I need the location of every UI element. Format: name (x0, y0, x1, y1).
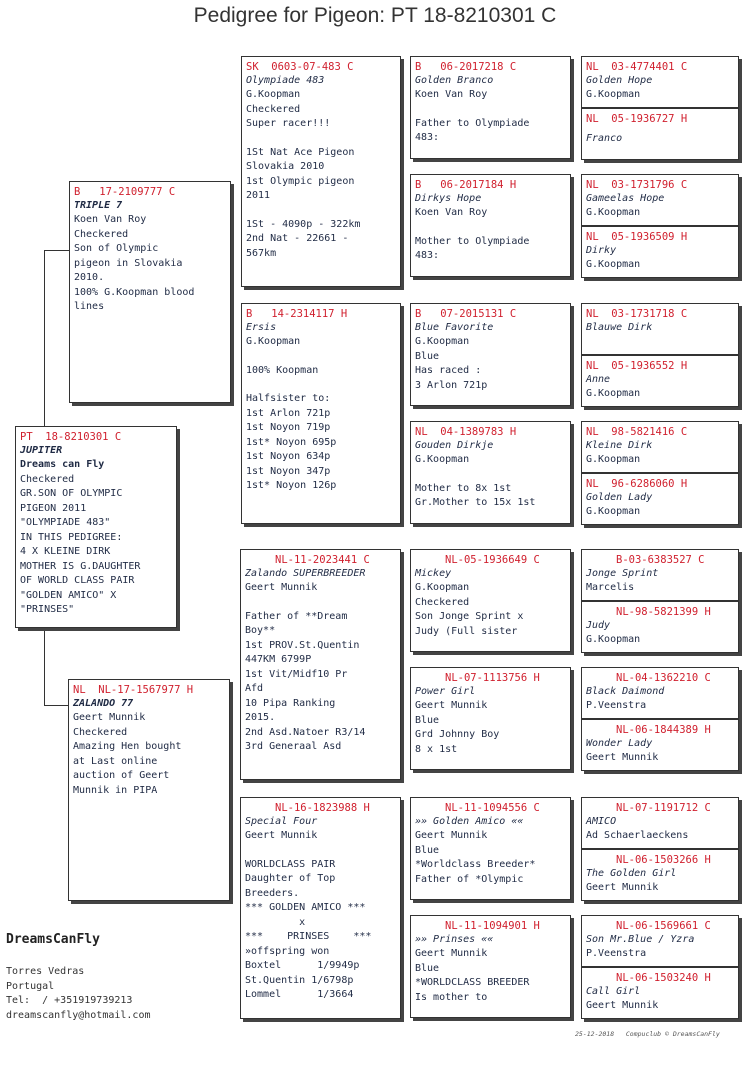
great-great-grandparent-name: Wonder Lady (586, 738, 653, 749)
subject-line: Dreams can Fly (20, 459, 105, 470)
great-great-grandparent-ring: NL-06-1844389 H (616, 724, 711, 736)
great-grandparent-line: Geert Munnik (415, 948, 488, 959)
grandparent-line: Father of **Dream (245, 610, 348, 622)
grandparent-line: »offspring won (245, 945, 330, 957)
great-great-grandparent-name: Kleine Dirk (586, 440, 653, 451)
breeder-name: DreamsCanFly (6, 932, 100, 947)
grandparent-line: St.Quentin 1/6798p (245, 974, 354, 986)
sire-ring: B 17-2109777 C (74, 186, 176, 198)
dam-line: Amazing Hen bought (73, 741, 182, 752)
great-grandparent-line: Blue (415, 714, 440, 726)
great-great-grandparent-line: P.Veenstra (586, 700, 647, 711)
subject-line: "PRINSES" (20, 604, 75, 615)
subject-line: OF WORLD CLASS PAIR (20, 575, 135, 586)
great-grandparent-ring: NL-05-1936649 C (445, 554, 540, 566)
grandparent-line: 1st* Noyon 695p (246, 436, 337, 448)
subject-line: GR.SON OF OLYMPIC (20, 488, 123, 499)
grandparent-line: 2015. (245, 712, 276, 723)
great-great-grandparent-ring: NL 05-1936727 H (586, 113, 688, 125)
grandparent-line: 100% Koopman (246, 364, 319, 376)
great-grandparent-name: Mickey (415, 568, 452, 579)
dam-line: at Last online (73, 755, 158, 767)
great-great-grandparent-card (581, 667, 739, 719)
great-grandparent-line: Gr.Mother to 15x 1st (415, 497, 536, 508)
breeder-city: Torres Vedras (6, 966, 85, 977)
grandparent-line: Daughter of Top (245, 873, 336, 884)
grandparent-ring: B 14-2314117 H (246, 308, 348, 320)
great-great-grandparent-name: Jonge Sprint (586, 568, 659, 579)
subject-ring: PT 18-8210301 C (20, 431, 122, 443)
subject-name: JUPITER (20, 445, 63, 456)
grandparent-ring: NL-11-2023441 C (275, 554, 370, 566)
grandparent-line: 2011 (246, 190, 271, 201)
great-great-grandparent-line: P.Veenstra (586, 948, 647, 959)
great-great-grandparent-name: Call Girl (586, 986, 641, 997)
grandparent-line: 2nd Nat - 22661 - (246, 233, 349, 244)
great-great-grandparent-name: Golden Lady (586, 492, 653, 503)
sire-line: 2010. (74, 272, 105, 283)
grandparent-line: *** PRINSES *** (245, 931, 372, 942)
great-grandparent-ring: B 06-2017218 C (415, 61, 517, 73)
great-great-grandparent-name: Golden Hope (586, 75, 653, 86)
breeder-phone: Tel: / +351919739213 (6, 995, 133, 1006)
footer-credit: 25-12-2018 Compuclub © DreamsCanFly (575, 1030, 720, 1038)
great-grandparent-card (410, 549, 571, 652)
great-grandparent-line: Has raced : (415, 365, 482, 376)
great-grandparent-name: Dirkys Hope (415, 193, 482, 204)
grandparent-line: 2nd Asd.Natoer R3/14 (245, 726, 366, 738)
great-great-grandparent-ring: NL 96-6286060 H (586, 478, 688, 490)
grandparent-line: x (245, 916, 306, 928)
great-grandparent-name: Gouden Dirkje (415, 440, 494, 451)
great-great-grandparent-line: G.Koopman (586, 388, 641, 399)
connector-line (44, 250, 45, 428)
great-great-grandparent-ring: NL-06-1503266 H (616, 854, 711, 866)
great-great-grandparent-ring: NL 05-1936509 H (586, 231, 688, 243)
grandparent-line: Boxtel 1/9949p (245, 960, 360, 971)
great-great-grandparent-line: Geert Munnik (586, 752, 659, 763)
grandparent-card (241, 56, 401, 287)
grandparent-line: WORLDCLASS PAIR (245, 858, 336, 870)
breeder-email[interactable]: dreamscanfly@hotmail.com (6, 1010, 151, 1021)
connector-line (44, 627, 45, 705)
great-great-grandparent-ring: NL 03-1731718 C (586, 308, 688, 320)
grandparent-line: 1st Arlon 721p (246, 407, 331, 419)
grandparent-line: 3rd Generaal Asd (245, 741, 342, 752)
dam-name: ZALANDO 77 (73, 698, 134, 709)
sire-name: TRIPLE 7 (74, 200, 123, 211)
great-great-grandparent-ring: NL 03-1731796 C (586, 179, 688, 191)
great-grandparent-line: Judy (Full sister (415, 625, 518, 637)
grandparent-line: Afd (245, 683, 264, 694)
great-grandparent-name: »» Prinses «« (415, 934, 494, 945)
great-grandparent-line: Father of *Olympic (415, 873, 524, 885)
great-great-grandparent-card (581, 915, 739, 967)
great-great-grandparent-name: Son Mr.Blue / Yzra (586, 934, 695, 945)
sire-line: Son of Olympic (74, 243, 159, 254)
great-grandparent-line: 8 x 1st (415, 743, 458, 755)
subject-line: Checkered (20, 473, 75, 485)
grandparent-line: Super racer!!! (246, 118, 331, 129)
grandparent-card (240, 797, 401, 1019)
subject-line: IN THIS PEDIGREE: (20, 531, 123, 543)
grandparent-line: 447KM 6799P (245, 654, 312, 665)
dam-card (68, 679, 230, 901)
great-great-grandparent-ring: NL 05-1936552 H (586, 360, 688, 372)
great-great-grandparent-line: Geert Munnik (586, 1000, 659, 1011)
grandparent-line: 1St Nat Ace Pigeon (246, 146, 355, 158)
great-grandparent-line: *Worldclass Breeder* (415, 859, 536, 870)
great-great-grandparent-name: AMICO (586, 816, 617, 827)
grandparent-line: Slovakia 2010 (246, 161, 325, 172)
great-great-grandparent-line: Marcelis (586, 582, 635, 593)
great-grandparent-line: Geert Munnik (415, 700, 488, 711)
great-great-grandparent-card (581, 56, 739, 108)
great-grandparent-line: G.Koopman (415, 336, 470, 347)
grandparent-name: Ersis (246, 322, 277, 333)
great-grandparent-line: Mother to Olympiade (415, 235, 530, 247)
grandparent-name: Zalando SUPERBREEDER (245, 568, 366, 579)
grandparent-ring: NL-16-1823988 H (275, 802, 370, 814)
sire-line: lines (74, 301, 105, 312)
grandparent-line: 1st Vit/Midf10 Pr (245, 668, 348, 680)
grandparent-line: 1st* Noyon 126p (246, 480, 337, 491)
sire-line: pigeon in Slovakia (74, 257, 183, 269)
dam-line: Checkered (73, 726, 128, 738)
grandparent-line: Checkered (246, 103, 301, 115)
grandparent-line: 1st PROV.St.Quentin (245, 639, 360, 651)
subject-line: "GOLDEN AMICO" X (20, 589, 117, 601)
grandparent-line: 1st Noyon 719p (246, 422, 331, 433)
grandparent-line: Halfsister to: (246, 393, 331, 404)
great-grandparent-line: G.Koopman (415, 582, 470, 593)
great-great-grandparent-card (581, 797, 739, 849)
great-grandparent-line: 483: (415, 132, 440, 143)
great-grandparent-line: Blue (415, 962, 440, 974)
great-grandparent-line: 3 Arlon 721p (415, 379, 488, 391)
great-grandparent-line: *WORLDCLASS BREEDER (415, 977, 530, 988)
grandparent-line: Geert Munnik (245, 582, 318, 593)
great-grandparent-line: Koen Van Roy (415, 207, 488, 218)
great-great-grandparent-line: Ad Schaerlaeckens (586, 830, 689, 841)
great-great-grandparent-card (581, 226, 739, 278)
great-great-grandparent-card (581, 601, 739, 653)
connector-line (44, 250, 70, 251)
sire-card (69, 181, 231, 403)
sire-line: 100% G.Koopman blood (74, 286, 195, 298)
great-great-grandparent-ring: B-03-6383527 C (616, 554, 705, 566)
great-grandparent-card (410, 174, 571, 277)
great-great-grandparent-line: G.Koopman (586, 634, 641, 645)
grandparent-line: Boy** (245, 625, 276, 636)
great-grandparent-line: Blue (415, 350, 440, 362)
great-grandparent-line: Checkered (415, 596, 470, 608)
grandparent-line: G.Koopman (246, 89, 301, 100)
sire-line: Koen Van Roy (74, 214, 147, 225)
great-great-grandparent-line: G.Koopman (586, 259, 641, 270)
great-grandparent-card (410, 915, 571, 1018)
great-grandparent-ring: NL-07-1113756 H (445, 672, 540, 684)
great-great-grandparent-line: G.Koopman (586, 89, 641, 100)
grandparent-ring: SK 0603-07-483 C (246, 61, 354, 73)
breeder-country: Portugal (6, 981, 55, 992)
great-grandparent-ring: NL 04-1389783 H (415, 426, 517, 438)
great-great-grandparent-card (581, 355, 739, 407)
grandparent-line: 10 Pipa Ranking (245, 697, 336, 709)
great-great-grandparent-card (581, 849, 739, 901)
great-grandparent-card (410, 303, 571, 406)
subject-line: MOTHER IS G.DAUGHTER (20, 560, 141, 572)
great-great-grandparent-name: Black Daimond (586, 686, 665, 697)
great-grandparent-name: Golden Branco (415, 75, 494, 86)
great-grandparent-ring: NL-11-1094556 C (445, 802, 540, 814)
great-grandparent-line: Mother to 8x 1st (415, 482, 512, 494)
subject-line: 4 X KLEINE DIRK (20, 546, 111, 557)
dam-line: Geert Munnik (73, 712, 146, 723)
great-grandparent-line: Geert Munnik (415, 830, 488, 841)
great-great-grandparent-name: Blauwe Dirk (586, 322, 653, 333)
great-great-grandparent-name: Dirky (586, 245, 617, 256)
great-grandparent-name: Power Girl (415, 686, 476, 697)
great-grandparent-line: Grd Johnny Boy (415, 729, 500, 740)
grandparent-name: Special Four (245, 816, 318, 827)
great-grandparent-ring: B 06-2017184 H (415, 179, 517, 191)
great-great-grandparent-line: G.Koopman (586, 454, 641, 465)
grandparent-line: Breeders. (245, 887, 300, 899)
great-grandparent-ring: B 07-2015131 C (415, 308, 517, 320)
great-great-grandparent-card (581, 303, 739, 355)
great-grandparent-name: Blue Favorite (415, 322, 494, 333)
subject-line: "OLYMPIADE 483" (20, 517, 111, 528)
great-great-grandparent-ring: NL 98-5821416 C (586, 426, 688, 438)
great-great-grandparent-name: Anne (586, 374, 611, 385)
great-great-grandparent-ring: NL-98-5821399 H (616, 606, 711, 618)
great-great-grandparent-line: G.Koopman (586, 207, 641, 218)
great-great-grandparent-ring: NL-07-1191712 C (616, 802, 711, 814)
great-great-grandparent-name: Judy (586, 620, 611, 631)
sire-line: Checkered (74, 228, 129, 240)
grandparent-line: 567km (246, 247, 277, 259)
great-grandparent-line: 483: (415, 250, 440, 261)
page-title: Pedigree for Pigeon: PT 18-8210301 C (193, 4, 557, 27)
great-great-grandparent-name: Gameelas Hope (586, 193, 665, 204)
grandparent-line: *** GOLDEN AMICO *** (245, 902, 366, 913)
great-great-grandparent-line: G.Koopman (586, 506, 641, 517)
great-great-grandparent-card (581, 473, 739, 525)
great-grandparent-line: Koen Van Roy (415, 89, 488, 100)
great-great-grandparent-ring: NL-06-1569661 C (616, 920, 711, 932)
grandparent-line: 1st Noyon 634p (246, 451, 331, 462)
grandparent-line: G.Koopman (246, 336, 301, 347)
connector-line (44, 705, 68, 706)
great-great-grandparent-ring: NL-04-1362210 C (616, 672, 711, 684)
great-grandparent-line: Is mother to (415, 991, 488, 1003)
great-grandparent-line: Son Jonge Sprint x (415, 611, 524, 622)
great-grandparent-card (410, 667, 571, 770)
great-grandparent-line: Father to Olympiade (415, 117, 530, 129)
great-grandparent-card (410, 56, 571, 159)
great-great-grandparent-card (581, 719, 739, 771)
grandparent-line: 1st Olympic pigeon (246, 175, 355, 187)
grandparent-card (241, 303, 401, 524)
great-great-grandparent-card (581, 421, 739, 473)
great-grandparent-line: Blue (415, 844, 440, 856)
subject-card (15, 426, 177, 628)
great-great-grandparent-card (581, 967, 739, 1019)
great-great-grandparent-line: Geert Munnik (586, 882, 659, 893)
great-grandparent-line: G.Koopman (415, 454, 470, 465)
great-great-grandparent-name: Franco (586, 133, 623, 144)
great-great-grandparent-name: The Golden Girl (586, 868, 677, 879)
subject-line: PIGEON 2011 (20, 502, 87, 514)
great-great-grandparent-card (581, 549, 739, 601)
grandparent-line: 1st Noyon 347p (246, 465, 331, 477)
dam-ring: NL NL-17-1567977 H (73, 684, 194, 696)
great-great-grandparent-ring: NL-06-1503240 H (616, 972, 711, 984)
grandparent-name: Olympiade 483 (246, 75, 325, 86)
great-grandparent-card (410, 797, 571, 900)
grandparent-line: Lommel 1/3664 (245, 989, 354, 1000)
great-great-grandparent-card (581, 108, 739, 160)
grandparent-card (240, 549, 401, 780)
grandparent-line: Geert Munnik (245, 830, 318, 841)
great-grandparent-card (410, 421, 571, 524)
great-grandparent-ring: NL-11-1094901 H (445, 920, 540, 932)
grandparent-line: 1St - 4090p - 322km (246, 218, 361, 230)
dam-line: auction of Geert (73, 770, 170, 781)
dam-line: Munnik in PIPA (73, 784, 158, 796)
great-great-grandparent-ring: NL 03-4774401 C (586, 61, 688, 73)
great-great-grandparent-card (581, 174, 739, 226)
great-grandparent-name: »» Golden Amico «« (415, 816, 524, 827)
